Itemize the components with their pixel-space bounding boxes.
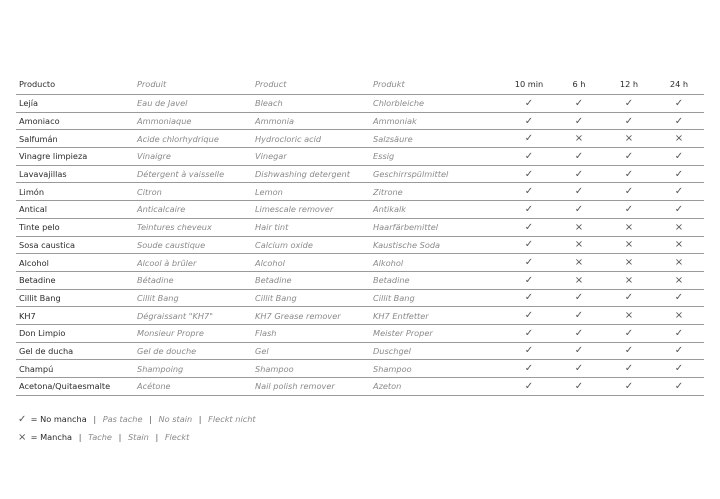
table-row: [16, 236, 704, 254]
cell-10min: ✓: [504, 148, 554, 166]
table-row: [16, 254, 704, 272]
cell-product: Cillit Bang: [252, 289, 370, 307]
cell-6h: ✓: [554, 360, 604, 378]
header-product: Product: [252, 74, 370, 95]
legend-equals: =: [30, 432, 38, 442]
cell-produit: Ammoniaque: [134, 112, 252, 130]
cell-product: Dishwashing detergent: [252, 165, 370, 183]
cell-24h: ✓: [654, 183, 704, 201]
check-icon: ✓: [18, 414, 27, 425]
cell-10min: ✓: [504, 254, 554, 272]
cell-6h: ×: [554, 130, 604, 148]
cell-24h: ×: [654, 307, 704, 325]
cell-produit: Eau de Javel: [134, 95, 252, 113]
stain-resistance-table-container: [16, 74, 704, 396]
table-row: [16, 289, 704, 307]
cell-product: Flash: [252, 324, 370, 342]
cell-6h: ×: [554, 236, 604, 254]
cell-produkt: Betadine: [370, 271, 504, 289]
legend-equals: =: [30, 414, 38, 424]
cell-12h: ×: [604, 271, 654, 289]
cell-produkt: Shampoo: [370, 360, 504, 378]
cell-producto: Sosa caustica: [16, 236, 134, 254]
cell-12h: ✓: [604, 342, 654, 360]
cell-produit: Alcool à brûler: [134, 254, 252, 272]
cell-produkt: Chlorbleiche: [370, 95, 504, 113]
cell-produkt: KH7 Entfetter: [370, 307, 504, 325]
cell-24h: ×: [654, 236, 704, 254]
legend-no-label: Mancha: [40, 432, 73, 442]
cell-10min: ✓: [504, 289, 554, 307]
stain-resistance-table: [16, 74, 704, 396]
cell-product: Limescale remover: [252, 201, 370, 219]
table-row: [16, 95, 704, 113]
table-body: [16, 95, 704, 396]
cell-6h: ✓: [554, 289, 604, 307]
cell-produit: Cillit Bang: [134, 289, 252, 307]
cell-produkt: Azeton: [370, 378, 504, 396]
table-header-row: [16, 74, 704, 95]
cell-produkt: Essig: [370, 148, 504, 166]
cell-6h: ✓: [554, 324, 604, 342]
cell-10min: ✓: [504, 130, 554, 148]
cell-produit: Citron: [134, 183, 252, 201]
cell-producto: Champú: [16, 360, 134, 378]
cell-12h: ✓: [604, 324, 654, 342]
cell-10min: ✓: [504, 271, 554, 289]
cell-produit: Détergent à vaisselle: [134, 165, 252, 183]
cell-producto: Antical: [16, 201, 134, 219]
cell-6h: ✓: [554, 148, 604, 166]
cell-24h: ✓: [654, 201, 704, 219]
legend-no-fr: Tache: [88, 432, 112, 442]
table-row: [16, 360, 704, 378]
cell-12h: ✓: [604, 183, 654, 201]
cell-6h: ×: [554, 254, 604, 272]
cell-product: Lemon: [252, 183, 370, 201]
legend-yes-fr: Pas tache: [102, 414, 143, 424]
cell-produit: Soude caustique: [134, 236, 252, 254]
cell-produit: Vinaigre: [134, 148, 252, 166]
cell-produit: Acide chlorhydrique: [134, 130, 252, 148]
cell-produkt: Alkohol: [370, 254, 504, 272]
cell-produit: Dégraissant "KH7": [134, 307, 252, 325]
header-6h: 6 h: [554, 74, 604, 95]
table-row: [16, 271, 704, 289]
cell-producto: Salfumán: [16, 130, 134, 148]
cell-12h: ×: [604, 254, 654, 272]
cell-12h: ×: [604, 307, 654, 325]
cell-produit: Shampoing: [134, 360, 252, 378]
cell-24h: ×: [654, 218, 704, 236]
legend-yes-label: No mancha: [40, 414, 87, 424]
cell-6h: ×: [554, 271, 604, 289]
cell-produit: Gel de douche: [134, 342, 252, 360]
cell-produit: Anticalcaire: [134, 201, 252, 219]
cell-6h: ×: [554, 218, 604, 236]
cell-produkt: Duschgel: [370, 342, 504, 360]
cell-10min: ✓: [504, 236, 554, 254]
cell-product: Calcium oxide: [252, 236, 370, 254]
cell-produit: Acétone: [134, 378, 252, 396]
cell-product: KH7 Grease remover: [252, 307, 370, 325]
cell-product: Betadine: [252, 271, 370, 289]
cell-10min: ✓: [504, 201, 554, 219]
cell-10min: ✓: [504, 360, 554, 378]
cell-product: Vinegar: [252, 148, 370, 166]
cell-producto: Acetona/Quitaesmalte: [16, 378, 134, 396]
table-row: [16, 148, 704, 166]
cell-12h: ✓: [604, 148, 654, 166]
cell-produit: Bétadine: [134, 271, 252, 289]
cell-produkt: Geschirrspülmittel: [370, 165, 504, 183]
cell-producto: Alcohol: [16, 254, 134, 272]
cell-produkt: Ammoniak: [370, 112, 504, 130]
cell-producto: Vinagre limpieza: [16, 148, 134, 166]
cell-product: Alcohol: [252, 254, 370, 272]
table-row: [16, 218, 704, 236]
cell-10min: ✓: [504, 183, 554, 201]
cell-6h: ✓: [554, 307, 604, 325]
table-row: [16, 307, 704, 325]
cell-6h: ✓: [554, 95, 604, 113]
cell-produit: Monsieur Propre: [134, 324, 252, 342]
cell-product: Nail polish remover: [252, 378, 370, 396]
cell-6h: ✓: [554, 342, 604, 360]
cell-12h: ✓: [604, 289, 654, 307]
cell-product: Hydrocloric acid: [252, 130, 370, 148]
cell-10min: ✓: [504, 307, 554, 325]
cell-product: Bleach: [252, 95, 370, 113]
cell-produkt: Antikalk: [370, 201, 504, 219]
cell-produkt: Zitrone: [370, 183, 504, 201]
cell-6h: ✓: [554, 183, 604, 201]
cell-24h: ✓: [654, 324, 704, 342]
legend-stain: × = Mancha | Tache | Stain | Fleckt: [18, 432, 190, 443]
cell-producto: KH7: [16, 307, 134, 325]
cell-6h: ✓: [554, 201, 604, 219]
legend-no-de: Fleckt: [164, 432, 190, 442]
cell-producto: Lejía: [16, 95, 134, 113]
cell-produit: Teintures cheveux: [134, 218, 252, 236]
cell-produkt: Kaustische Soda: [370, 236, 504, 254]
cell-10min: ✓: [504, 218, 554, 236]
cell-producto: Gel de ducha: [16, 342, 134, 360]
cell-produkt: Salzsäure: [370, 130, 504, 148]
legend-yes-en: No stain: [158, 414, 193, 424]
cell-12h: ✓: [604, 201, 654, 219]
cell-24h: ×: [654, 271, 704, 289]
legend-no-en: Stain: [127, 432, 149, 442]
table-row: [16, 342, 704, 360]
cell-12h: ✓: [604, 95, 654, 113]
table-row: [16, 201, 704, 219]
cell-12h: ✓: [604, 165, 654, 183]
cell-10min: ✓: [504, 342, 554, 360]
cell-product: Ammonia: [252, 112, 370, 130]
table-row: [16, 324, 704, 342]
cell-10min: ✓: [504, 95, 554, 113]
cell-24h: ✓: [654, 289, 704, 307]
cell-product: Gel: [252, 342, 370, 360]
header-producto: Producto: [16, 74, 134, 95]
cell-12h: ✓: [604, 378, 654, 396]
cell-24h: ✓: [654, 112, 704, 130]
header-produkt: Produkt: [370, 74, 504, 95]
cell-24h: ✓: [654, 342, 704, 360]
cell-producto: Lavavajillas: [16, 165, 134, 183]
header-24h: 24 h: [654, 74, 704, 95]
cell-producto: Tinte pelo: [16, 218, 134, 236]
cell-24h: ×: [654, 130, 704, 148]
cell-12h: ✓: [604, 360, 654, 378]
cell-6h: ✓: [554, 112, 604, 130]
legend-yes-de: Fleckt nicht: [208, 414, 256, 424]
cell-24h: ✓: [654, 360, 704, 378]
cell-24h: ✓: [654, 165, 704, 183]
legend-no-stain: ✓ = No mancha | Pas tache | No stain | Fleckt nicht: [18, 414, 256, 425]
table-row: [16, 378, 704, 396]
cell-6h: ✓: [554, 378, 604, 396]
cell-producto: Betadine: [16, 271, 134, 289]
cell-10min: ✓: [504, 378, 554, 396]
cell-10min: ✓: [504, 165, 554, 183]
cell-24h: ✓: [654, 95, 704, 113]
cell-product: Shampoo: [252, 360, 370, 378]
cell-12h: ×: [604, 236, 654, 254]
cell-12h: ✓: [604, 112, 654, 130]
cell-producto: Don Limpio: [16, 324, 134, 342]
table-row: [16, 112, 704, 130]
cell-produkt: Cillit Bang: [370, 289, 504, 307]
header-12h: 12 h: [604, 74, 654, 95]
cell-24h: ✓: [654, 378, 704, 396]
header-produit: Produit: [134, 74, 252, 95]
cell-12h: ×: [604, 130, 654, 148]
table-row: [16, 130, 704, 148]
cell-product: Hair tint: [252, 218, 370, 236]
cell-produkt: Meister Proper: [370, 324, 504, 342]
cell-producto: Cillit Bang: [16, 289, 134, 307]
cell-6h: ✓: [554, 165, 604, 183]
table-row: [16, 183, 704, 201]
cell-10min: ✓: [504, 324, 554, 342]
cell-produkt: Haarfärbemittel: [370, 218, 504, 236]
cell-10min: ✓: [504, 112, 554, 130]
cell-producto: Amoniaco: [16, 112, 134, 130]
cell-24h: ✓: [654, 148, 704, 166]
header-10min: 10 min: [504, 74, 554, 95]
cell-24h: ×: [654, 254, 704, 272]
table-row: [16, 165, 704, 183]
cross-icon: ×: [18, 432, 27, 443]
cell-producto: Limón: [16, 183, 134, 201]
cell-12h: ×: [604, 218, 654, 236]
